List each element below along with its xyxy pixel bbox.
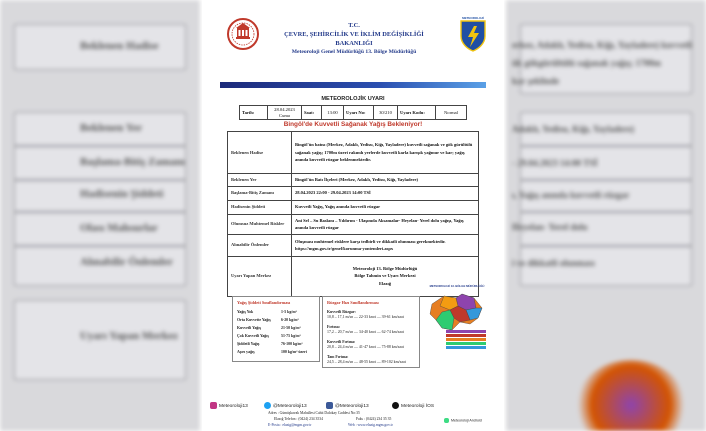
bg-label: erkez, Adaklı, Yedisu, Kiğı, Yayladere) kuvvetli xyxy=(512,40,693,50)
uyari-kodu-label: Uyarı Kodu: xyxy=(398,106,436,120)
footer-social-facebook[interactable]: @Meteoroloji13 xyxy=(326,402,369,409)
warning-details-table xyxy=(227,131,479,297)
rain-legend-value: 76-100 kg/m² xyxy=(281,342,303,346)
footer-social-instagram[interactable]: Meteoroloji13 xyxy=(210,402,248,409)
row-label: Uyarı Yapan Merkez xyxy=(228,256,292,296)
footer-social-android[interactable]: Meteoroloji Android xyxy=(444,418,482,423)
center-line1: Meteoroloji 13. Bölge Müdürlüğü xyxy=(352,265,418,271)
rain-legend-name: Yağış Yok xyxy=(237,310,254,314)
wind-legend-value: 20,8 – 24,4 m/sn — 41-47 knot — 75-88 km/saat xyxy=(327,345,404,349)
bg-label: Adaklı, Yedisu, Kiğı, Yayladere) xyxy=(512,124,635,134)
map-swatch xyxy=(446,338,486,341)
bg-label: ük gökgürültülü sağanak yağış; 1700m xyxy=(512,58,662,68)
saat-label: Saat: xyxy=(302,106,322,120)
bg-label: Heyelan- Yerel dolu xyxy=(512,222,588,232)
map-swatch xyxy=(446,334,486,337)
rain-legend-value: 100 kg/m² üzeri xyxy=(281,350,307,354)
bg-label: - 29.04.2023 14:00 TSİ xyxy=(512,158,598,168)
tarih-label: Tarih: xyxy=(240,106,268,120)
header-color-bar xyxy=(220,82,486,88)
uyari-kodu-value: Normal xyxy=(436,106,467,120)
map-swatch xyxy=(446,330,486,333)
ministry-seal-icon xyxy=(226,16,260,54)
row-label: Başlama-Bitiş Zamanı xyxy=(228,186,292,200)
uyari-no-value: 30/210 xyxy=(374,106,398,120)
wind-legend-name: Kuvvetli Fırtına: xyxy=(327,340,356,344)
rain-legend-name: Kuvvetli Yağış xyxy=(237,326,261,330)
table-row xyxy=(228,200,479,214)
table-row xyxy=(228,234,479,256)
rain-legend-title: Yağış Şiddeti Sınıflandırması xyxy=(237,300,291,305)
rain-legend-name: Aşırı yağış xyxy=(237,350,255,354)
footer-address: Adres : Gümüşkavak Mahallesi Cahit Dalokay Caddesi No:35 xyxy=(268,411,360,415)
wind-legend-name: Kuvvetli Rüzgar: xyxy=(327,310,356,314)
table-row xyxy=(228,186,479,200)
row-label: Beklenen Hadise xyxy=(228,132,292,174)
map-title: METEOROLOJİ 13. BÖLGE MÜDÜRLÜĞÜ xyxy=(429,284,485,288)
apple-icon xyxy=(392,402,399,409)
warning-headline: Bingöl'de Kuvvetli Sağanak Yağış Bekleniyor! xyxy=(283,121,423,128)
wind-legend-title: Rüzgar Hızı Sınıflandırması xyxy=(327,300,379,305)
document-title: METEOROLOJİK UYARI xyxy=(321,96,385,102)
bg-map-blob xyxy=(576,360,686,431)
info-table xyxy=(239,105,467,120)
wind-legend-value: 17,2 – 20,7 m/sn — 34-40 knot — 62-74 km/saat xyxy=(327,330,404,334)
map-swatch xyxy=(446,346,486,349)
header-ministry-line2: BAKANLIĞI xyxy=(335,40,373,47)
row-label: Beklenen Yer xyxy=(228,174,292,187)
footer-social-twitter[interactable]: @Meteoroloji13 xyxy=(264,402,307,409)
bg-label: i ve dikkatli olunması xyxy=(512,258,595,268)
wind-legend-name: Tam Fırtına: xyxy=(327,355,349,359)
header-tc: T.C. xyxy=(348,22,360,29)
rain-legend-name: Şiddetli Yağış xyxy=(237,342,260,346)
rain-legend-value: 6-20 kg/m² xyxy=(281,318,299,322)
tarih-value xyxy=(268,106,302,120)
center-line3: Elazığ xyxy=(379,280,391,286)
background-blurred-left xyxy=(0,0,200,431)
table-row xyxy=(228,214,479,234)
warning-document xyxy=(202,0,504,431)
header-ministry-line1: ÇEVRE, ŞEHİRCİLİK VE İKLİM DEĞİŞİKLİĞİ xyxy=(284,31,424,38)
rain-legend-name: Çok Kuvvetli Yağış xyxy=(237,334,269,338)
rain-legend-value: 1-5 kg/m² xyxy=(281,310,297,314)
row-value: Bingöl'ün Batı İlçeleri (Merkez, Adaklı, Yedisu, Kiğı, Yayladere) xyxy=(292,174,479,187)
footer-email[interactable]: E-Posta : elazig@mgm.gov.tr xyxy=(268,423,312,427)
bg-label: Beklenen Yer xyxy=(80,122,143,134)
instagram-icon xyxy=(210,402,217,409)
rain-legend-value: 21-50 kg/m² xyxy=(281,326,301,330)
meteorology-logo-label: METEOROLOJİ xyxy=(462,16,484,20)
header-subtitle: Meteoroloji Genel Müdürlüğü 13. Bölge Müdürlüğü xyxy=(291,49,417,55)
wind-legend-value: 24,5 – 28,4 m/sn — 48-55 knot — 89-102 km/saat xyxy=(327,360,406,364)
ministry-header xyxy=(262,21,446,57)
android-icon xyxy=(444,418,449,423)
bg-label: Alınabilir Önlemler xyxy=(80,256,173,268)
tarih-day: Cuma xyxy=(279,112,290,118)
bg-label: Hadisenin Şiddeti xyxy=(80,188,164,200)
row-label: Olumsuz Muhtemel Riskler xyxy=(228,214,292,234)
row-value: Kuvvetli Yağış, Yağış anında kuvvetli rüzgar xyxy=(292,200,479,214)
rain-legend-value: 51-75 kg/m² xyxy=(281,334,301,338)
saat-value: 13:00 xyxy=(322,106,344,120)
map-color-legend xyxy=(446,330,486,349)
table-row xyxy=(228,174,479,187)
bg-label: Beklenen Hadise xyxy=(80,40,159,52)
meteorology-logo-icon xyxy=(458,18,488,52)
bg-label: Başlama-Bitiş Zamanı xyxy=(80,156,185,168)
row-value: 28.04.2023 22:00 - 29.04.2023 14:00 TSİ xyxy=(292,186,479,200)
center-line2: Bölge Tahmin ve Uyarı Merkezi xyxy=(354,273,416,279)
footer-phone: Elazığ Telefon : (0424) 234 3534 xyxy=(274,417,323,421)
wind-legend-value: 10,8 – 17,1 m/sn — 22-33 knot — 39-61 km/saat xyxy=(327,315,404,319)
bg-label: Olası Mahsurlar xyxy=(80,222,158,234)
row-value: Ani Sel – Su Baskını – Yıldırım - Ulaşımda Aksamalar- Heyelan- Yerel dolu yağışı, Yağış anında kuvvetli rüzgar xyxy=(292,214,479,234)
tarih-date: 28.04.2023 xyxy=(274,107,295,112)
facebook-icon xyxy=(326,402,333,409)
row-label: Hadisenin Şiddeti xyxy=(228,200,292,214)
footer-web[interactable]: Web : www.elazig.mgm.gov.tr xyxy=(348,423,393,427)
bg-label: Uyarı Yapan Merkez xyxy=(80,330,178,342)
rain-legend xyxy=(232,296,320,362)
footer-fax: Faks : (0424) 234 35 35 xyxy=(356,417,392,421)
bg-label: ı, Yağış anında kuvvetli rüzgar xyxy=(512,190,630,200)
rain-legend-name: Orta Kuvvette Yağış xyxy=(237,318,271,322)
uyari-no-label: Uyarı No: xyxy=(344,106,374,120)
row-value: Oluşması muhtemel risklere karşı tedbirli ve dikkatli olunması gerekmektedir. https://mgm.gov.tr/genel/korunma-yontemleri.aspx xyxy=(292,234,479,256)
background-blurred-right xyxy=(506,0,706,431)
row-label: Alınabilir Önlemler xyxy=(228,234,292,256)
row-value: Bingöl'ün batısı (Merkez, Adaklı, Yedisu, Kiğı, Yayladere) kuvvetli sağanak ve gök gürültülü sağanak yağış; 1700m üzeri rakımlı yerlerde kuvvetli karla karışık yağmur ve kar; yağış anında kuvvetli rüzgar beklenmektedir. xyxy=(292,132,479,174)
wind-legend-name: Fırtına: xyxy=(327,325,340,329)
twitter-icon xyxy=(264,402,271,409)
footer-social-apple[interactable]: Meteoroloji İOS xyxy=(392,402,434,409)
table-row xyxy=(228,132,479,174)
bg-label: kar şeklinde xyxy=(512,76,560,86)
wind-legend xyxy=(322,296,420,368)
map-swatch xyxy=(446,342,486,345)
